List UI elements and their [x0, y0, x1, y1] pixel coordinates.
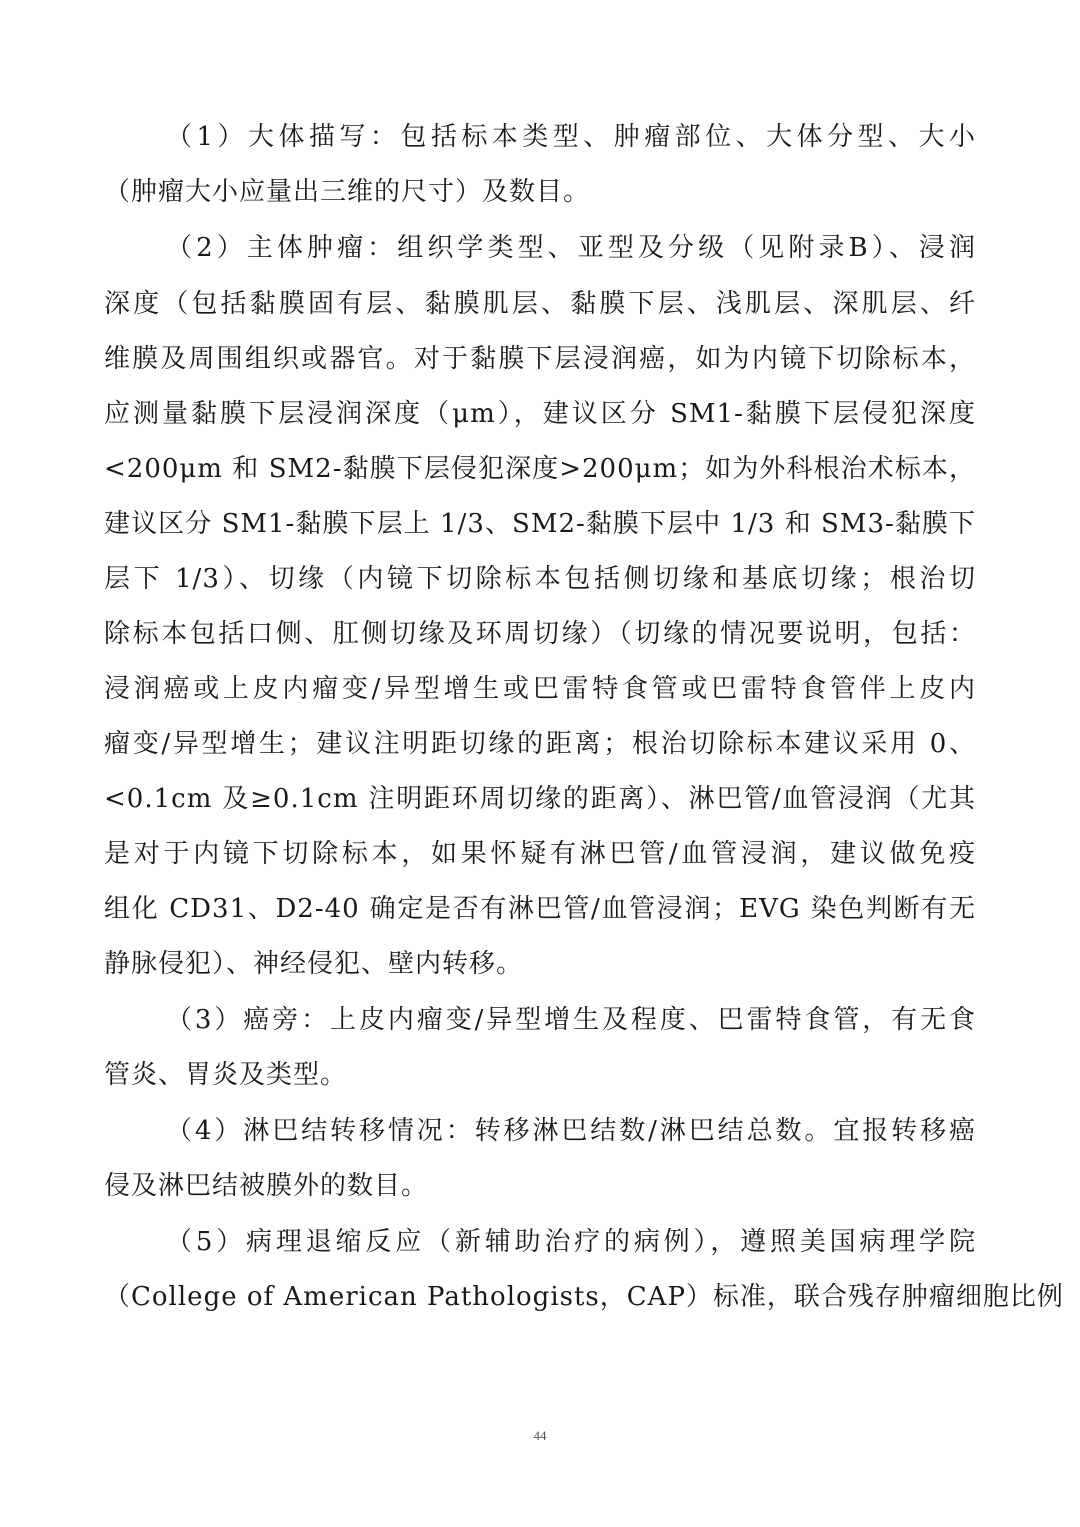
paragraph-line: 是对于内镜下切除标本，如果怀疑有淋巴管/血管浸润，建议做免疫 — [104, 839, 976, 869]
paragraph-line: 侵及淋巴结被膜外的数目。 — [104, 1171, 429, 1201]
paragraph-line: <200μm 和 SM2-黏膜下层侵犯深度>200μm；如为外科根治术标本， — [104, 454, 976, 484]
paragraph-line: （College of American Pathologists，CAP）标准，联合残存肿瘤细胞比例 — [104, 1282, 1064, 1312]
paragraph-first-line: （1）大体描写：包括标本类型、肿瘤部位、大体分型、大小 — [166, 122, 976, 152]
page-number: 44 — [533, 1428, 547, 1443]
paragraph-line: 建议区分 SM1-黏膜下层上 1/3、SM2-黏膜下层中 1/3 和 SM3-黏膜下 — [104, 509, 976, 539]
paragraph-first-line: （3）癌旁：上皮内瘤变/异型增生及程度、巴雷特食管，有无食 — [166, 1005, 976, 1035]
paragraph-line: 瘤变/异型增生；建议注明距切缘的距离；根治切除标本建议采用 0、 — [104, 729, 976, 759]
paragraph-line: 组化 CD31、D2-40 确定是否有淋巴管/血管浸润；EVG 染色判断有无 — [104, 894, 976, 924]
paragraph-first-line: （2）主体肿瘤：组织学类型、亚型及分级（见附录B）、浸润 — [166, 233, 976, 263]
paragraph-line: <0.1cm 及≥0.1cm 注明距环周切缘的距离）、淋巴管/血管浸润（尤其 — [104, 784, 976, 814]
paragraph-line: 层下 1/3）、切缘（内镜下切除标本包括侧切缘和基底切缘；根治切 — [104, 564, 976, 594]
paragraph-line: 应测量黏膜下层浸润深度（μm），建议区分 SM1-黏膜下层侵犯深度 — [104, 399, 976, 429]
paragraph-line: （肿瘤大小应量出三维的尺寸）及数目。 — [104, 177, 591, 207]
paragraph-line: 维膜及周围组织或器官。对于黏膜下层浸润癌，如为内镜下切除标本， — [104, 344, 976, 374]
paragraph-first-line: （4）淋巴结转移情况：转移淋巴结数/淋巴结总数。宜报转移癌 — [166, 1116, 976, 1146]
paragraph-line: 除标本包括口侧、肛侧切缘及环周切缘）（切缘的情况要说明，包括： — [104, 619, 976, 649]
paragraph-first-line: （5）病理退缩反应（新辅助治疗的病例），遵照美国病理学院 — [166, 1227, 976, 1257]
paragraph-line: 静脉侵犯）、神经侵犯、壁内转移。 — [104, 949, 524, 979]
paragraph-line: 浸润癌或上皮内瘤变/异型增生或巴雷特食管或巴雷特食管伴上皮内 — [104, 674, 976, 704]
paragraph-line: 管炎、胃炎及类型。 — [104, 1060, 348, 1090]
paragraph-line: 深度（包括黏膜固有层、黏膜肌层、黏膜下层、浅肌层、深肌层、纤 — [104, 289, 976, 319]
